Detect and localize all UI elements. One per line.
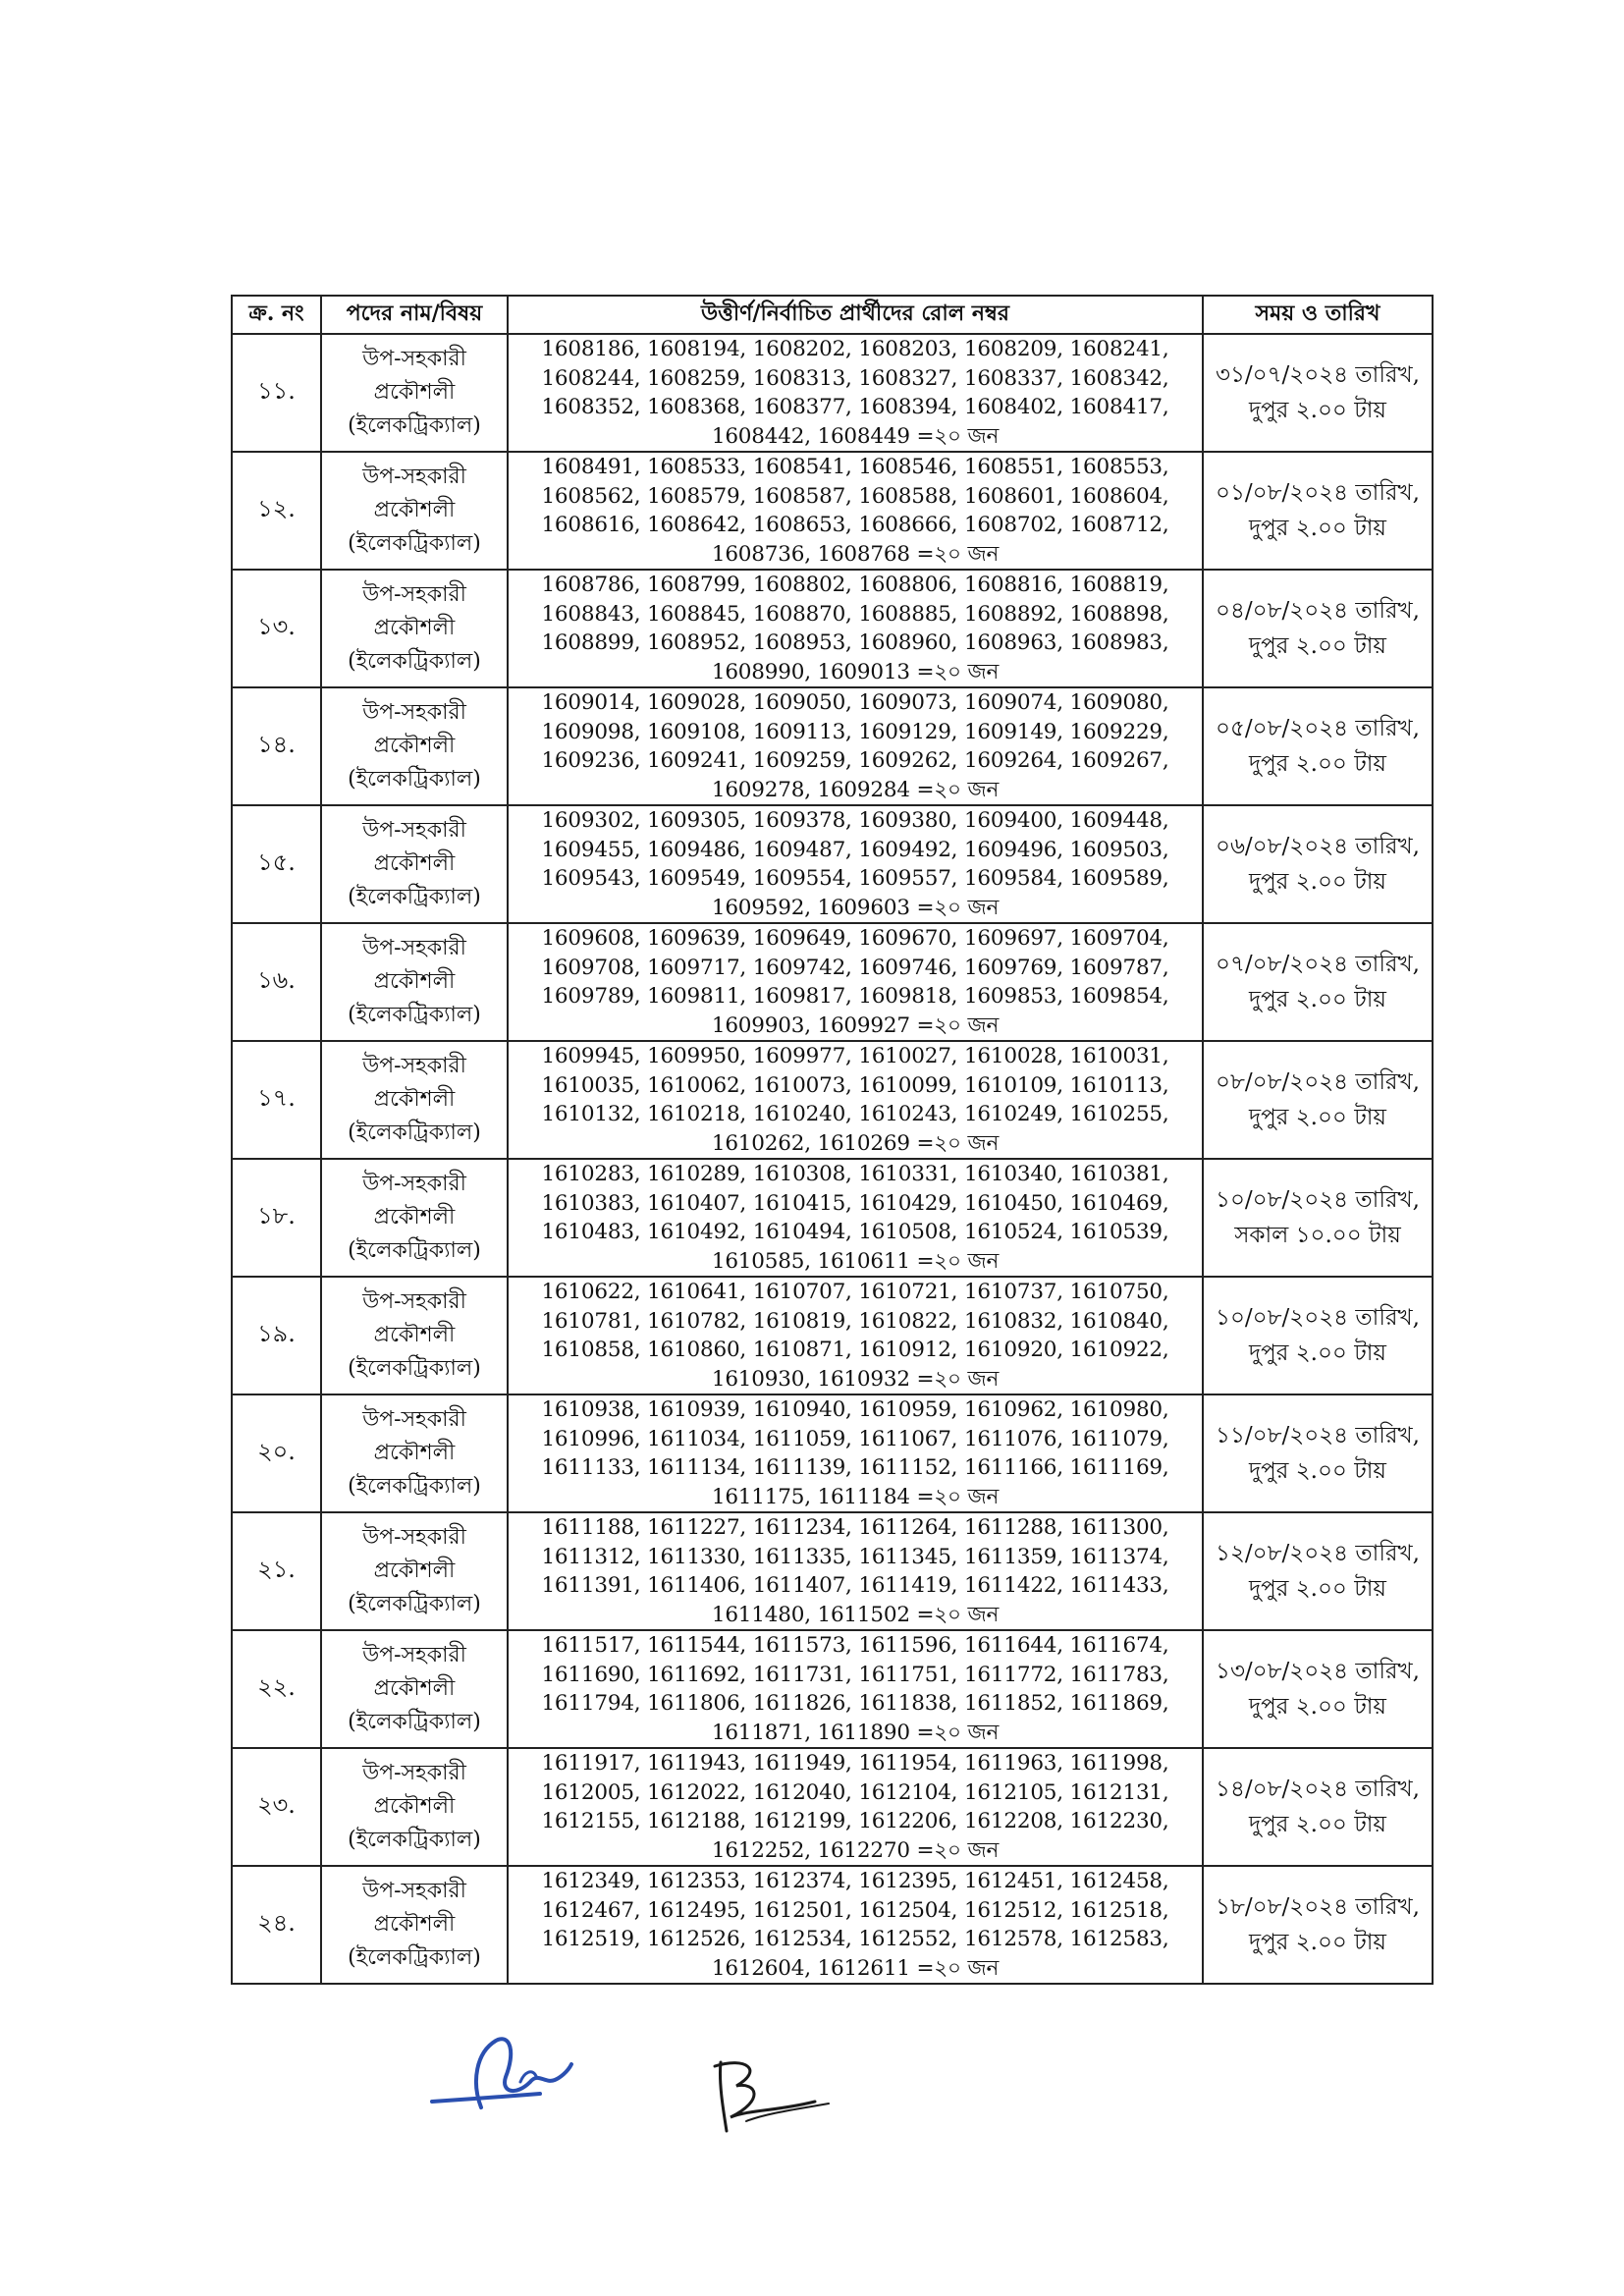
serial-number: ২১. (232, 1512, 321, 1630)
table-header-row (232, 296, 1433, 334)
result-table (231, 295, 1434, 1985)
time-date-line: ৩১/০৭/২০২৪ তারিখ, (1216, 362, 1420, 388)
post-name-line: উপ-সহকারী (362, 936, 466, 960)
roll-numbers-line: 1608736, 1608768 =২০ জন (711, 541, 1000, 567)
roll-numbers (508, 1512, 1203, 1630)
post-name-line: প্রকৌশলী (373, 734, 456, 758)
roll-numbers-line: 1610035, 1610062, 1610073, 1610099, 1610109, 1610113, (541, 1072, 1169, 1098)
time-date (1203, 1512, 1433, 1630)
time-date-line: ০৮/০৮/২০২৪ তারিখ, (1216, 1069, 1420, 1095)
signature-1 (422, 2023, 599, 2131)
time-date (1203, 805, 1433, 923)
post-name-line: প্রকৌশলী (373, 498, 456, 522)
time-date-line: দুপুর ২.০০ টায় (1249, 1576, 1386, 1602)
time-date-line: ১১/০৮/২০২৪ তারিখ, (1216, 1423, 1420, 1449)
roll-numbers (508, 1866, 1203, 1984)
serial-number: ১৭. (232, 1041, 321, 1159)
roll-numbers-line: 1608616, 1608642, 1608653, 1608666, 1608702, 1608712, (541, 513, 1169, 537)
time-date-line: দুপুর ২.০০ টায় (1249, 1694, 1386, 1720)
post-name-line: প্রকৌশলী (373, 1676, 456, 1701)
roll-numbers-line: 1612604, 1612611 =২০ জন (711, 1955, 1000, 1981)
roll-numbers-line: 1610483, 1610492, 1610494, 1610508, 1610524, 1610539, (541, 1220, 1169, 1244)
roll-numbers-line: 1608352, 1608368, 1608377, 1608394, 1608402, 1608417, (541, 395, 1169, 419)
header-time-date: সময় ও তারিখ (1203, 296, 1433, 334)
post-name-line: (ইলেকট্রিক্যাল) (348, 1356, 481, 1381)
table-row (232, 334, 1433, 452)
post-name-line: উপ-সহকারী (362, 700, 466, 725)
roll-numbers-line: 1610781, 1610782, 1610819, 1610822, 1610832, 1610840, (541, 1308, 1169, 1334)
roll-numbers-line: 1610938, 1610939, 1610940, 1610959, 1610962, 1610980, (541, 1397, 1169, 1422)
post-name (321, 570, 508, 687)
roll-numbers-line: 1609945, 1609950, 1609977, 1610027, 1610028, 1610031, (541, 1044, 1169, 1068)
roll-numbers (508, 452, 1203, 570)
post-name-line: (ইলেকট্রিক্যাল) (348, 767, 481, 792)
post-name (321, 687, 508, 805)
roll-numbers-line: 1609608, 1609639, 1609649, 1609670, 1609697, 1609704, (541, 926, 1169, 951)
time-date-line: দুপুর ২.০০ টায় (1249, 751, 1386, 777)
roll-numbers-line: 1609592, 1609603 =২০ জন (711, 895, 1000, 920)
roll-numbers (508, 1394, 1203, 1512)
roll-numbers-line: 1611917, 1611943, 1611949, 1611954, 1611963, 1611998, (541, 1751, 1169, 1776)
time-date-line: ১০/০৮/২০২৪ তারিখ, (1216, 1305, 1420, 1331)
post-name (321, 334, 508, 452)
roll-numbers (508, 805, 1203, 923)
post-name (321, 1394, 508, 1512)
post-name-line: প্রকৌশলী (373, 851, 456, 876)
roll-numbers-line: 1610622, 1610641, 1610707, 1610721, 1610737, 1610750, (541, 1280, 1169, 1304)
post-name-line: উপ-সহকারী (362, 1879, 466, 1903)
roll-numbers-line: 1609903, 1609927 =২০ জন (711, 1012, 1000, 1038)
table-row (232, 923, 1433, 1041)
serial-number: ১৯. (232, 1277, 321, 1394)
time-date-line: ১৮/০৮/২০২৪ তারিখ, (1216, 1894, 1420, 1920)
time-date (1203, 1630, 1433, 1748)
roll-numbers-line: 1611871, 1611890 =২০ জন (711, 1720, 1000, 1745)
roll-numbers-line: 1609278, 1609284 =২০ জন (711, 777, 1000, 802)
post-name-line: প্রকৌশলী (373, 969, 456, 994)
roll-numbers-line: 1611517, 1611544, 1611573, 1611596, 1611644, 1611674, (541, 1633, 1169, 1658)
roll-numbers-line: 1612005, 1612022, 1612040, 1612104, 1612105, 1612131, (541, 1779, 1169, 1805)
roll-numbers (508, 1041, 1203, 1159)
table-row (232, 805, 1433, 923)
roll-numbers-line: 1608899, 1608952, 1608953, 1608960, 1608963, 1608983, (541, 630, 1169, 655)
time-date (1203, 687, 1433, 805)
time-date-line: দুপুর ২.০০ টায় (1249, 987, 1386, 1012)
post-name-line: উপ-সহকারী (362, 465, 466, 489)
post-name-line: প্রকৌশলী (373, 616, 456, 640)
post-name-line: (ইলেকট্রিক্যাল) (348, 1238, 481, 1263)
post-name-line: (ইলেকট্রিক্যাল) (348, 885, 481, 909)
time-date (1203, 570, 1433, 687)
table-row (232, 1277, 1433, 1394)
roll-numbers-line: 1611794, 1611806, 1611826, 1611838, 1611852, 1611869, (541, 1691, 1169, 1716)
post-name-line: (ইলেকট্রিক্যাল) (348, 413, 481, 438)
roll-numbers (508, 334, 1203, 452)
post-name (321, 1277, 508, 1394)
table-row (232, 687, 1433, 805)
roll-numbers (508, 570, 1203, 687)
roll-numbers-line: 1610383, 1610407, 1610415, 1610429, 1610450, 1610469, (541, 1190, 1169, 1216)
roll-numbers-line: 1609708, 1609717, 1609742, 1609746, 1609769, 1609787, (541, 955, 1169, 980)
time-date (1203, 1277, 1433, 1394)
header-roll-numbers: উত্তীর্ণ/নির্বাচিত প্রার্থীদের রোল নম্বর (508, 296, 1203, 334)
time-date-line: দুপুর ২.০০ টায় (1249, 516, 1386, 541)
roll-numbers-line: 1608562, 1608579, 1608587, 1608588, 1608601, 1608604, (541, 483, 1169, 509)
time-date (1203, 334, 1433, 452)
time-date-line: ১৩/০৮/২০২৪ তারিখ, (1216, 1659, 1420, 1684)
roll-numbers-line: 1610262, 1610269 =২০ জন (711, 1130, 1000, 1156)
roll-numbers (508, 1277, 1203, 1394)
post-name-line: প্রকৌশলী (373, 1558, 456, 1583)
time-date (1203, 1041, 1433, 1159)
post-name-line: উপ-সহকারী (362, 1407, 466, 1432)
header-post: পদের নাম/বিষয় (321, 296, 508, 334)
roll-numbers-line: 1612252, 1612270 =২০ জন (711, 1837, 1000, 1863)
time-date-line: দুপুর ২.০০ টায় (1249, 1458, 1386, 1484)
roll-numbers-line: 1608843, 1608845, 1608870, 1608885, 1608892, 1608898, (541, 601, 1169, 627)
time-date (1203, 1748, 1433, 1866)
time-date-line: দুপুর ২.০০ টায় (1249, 1930, 1386, 1955)
time-date-line: ০৬/০৮/২০২৪ তারিখ, (1216, 834, 1420, 859)
post-name-line: প্রকৌশলী (373, 1205, 456, 1230)
table-row (232, 1630, 1433, 1748)
post-name (321, 1041, 508, 1159)
roll-numbers-line: 1609455, 1609486, 1609487, 1609492, 1609496, 1609503, (541, 837, 1169, 862)
time-date (1203, 1866, 1433, 1984)
post-name-line: উপ-সহকারী (362, 1643, 466, 1667)
time-date-line: ০৫/০৮/২০২৪ তারিখ, (1216, 716, 1420, 741)
roll-numbers-line: 1609098, 1609108, 1609113, 1609129, 1609149, 1609229, (541, 719, 1169, 744)
roll-numbers-line: 1608442, 1608449 =২০ জন (711, 423, 1000, 449)
post-name-line: প্রকৌশলী (373, 1087, 456, 1112)
time-date-line: দুপুর ২.০০ টায় (1249, 633, 1386, 659)
post-name-line: (ইলেকট্রিক্যাল) (348, 1003, 481, 1027)
table-row (232, 1394, 1433, 1512)
serial-number: ২৪. (232, 1866, 321, 1984)
roll-numbers-line: 1611312, 1611330, 1611335, 1611345, 1611359, 1611374, (541, 1544, 1169, 1569)
time-date-line: ১৪/০৮/২০২৪ তারিখ, (1216, 1777, 1420, 1802)
serial-number: ২২. (232, 1630, 321, 1748)
serial-number: ১৩. (232, 570, 321, 687)
roll-numbers-line: 1611690, 1611692, 1611731, 1611751, 1611772, 1611783, (541, 1662, 1169, 1687)
table-row (232, 1748, 1433, 1866)
post-name (321, 923, 508, 1041)
serial-number: ১১. (232, 334, 321, 452)
table-row (232, 1159, 1433, 1277)
post-name-line: (ইলেকট্রিক্যাল) (348, 649, 481, 674)
roll-numbers-line: 1610858, 1610860, 1610871, 1610912, 1610920, 1610922, (541, 1338, 1169, 1362)
time-date (1203, 1159, 1433, 1277)
roll-numbers-line: 1610132, 1610218, 1610240, 1610243, 1610249, 1610255, (541, 1102, 1169, 1126)
roll-numbers-line: 1608244, 1608259, 1608313, 1608327, 1608337, 1608342, (541, 365, 1169, 391)
roll-numbers (508, 1159, 1203, 1277)
roll-numbers-line: 1612519, 1612526, 1612534, 1612552, 1612578, 1612583, (541, 1927, 1169, 1951)
time-date-line: দুপুর ২.০০ টায় (1249, 1340, 1386, 1366)
post-name (321, 1512, 508, 1630)
roll-numbers-line: 1611188, 1611227, 1611234, 1611264, 1611288, 1611300, (541, 1515, 1169, 1540)
time-date-line: দুপুর ২.০০ টায় (1249, 869, 1386, 895)
table-row (232, 570, 1433, 687)
roll-numbers (508, 1748, 1203, 1866)
post-name-line: উপ-সহকারী (362, 1525, 466, 1550)
post-name-line: প্রকৌশলী (373, 1323, 456, 1347)
post-name-line: (ইলেকট্রিক্যাল) (348, 1828, 481, 1852)
serial-number: ২৩. (232, 1748, 321, 1866)
post-name (321, 1866, 508, 1984)
roll-numbers-line: 1609014, 1609028, 1609050, 1609073, 1609074, 1609080, (541, 690, 1169, 715)
roll-numbers-line: 1609302, 1609305, 1609378, 1609380, 1609400, 1609448, (541, 808, 1169, 833)
time-date-line: সকাল ১০.০০ টায় (1234, 1223, 1401, 1248)
post-name-line: (ইলেকট্রিক্যাল) (348, 531, 481, 556)
serial-number: ১৬. (232, 923, 321, 1041)
post-name-line: উপ-সহকারী (362, 1172, 466, 1196)
roll-numbers-line: 1611391, 1611406, 1611407, 1611419, 1611422, 1611433, (541, 1573, 1169, 1598)
time-date-line: ০১/০৮/২০২৪ তারিখ, (1216, 480, 1420, 506)
serial-number: ১৪. (232, 687, 321, 805)
signature-2 (707, 2052, 835, 2141)
serial-number: ১২. (232, 452, 321, 570)
post-name-line: (ইলেকট্রিক্যাল) (348, 1945, 481, 1970)
table-row (232, 452, 1433, 570)
serial-number: ১৫. (232, 805, 321, 923)
post-name-line: উপ-সহকারী (362, 582, 466, 607)
roll-numbers-line: 1609543, 1609549, 1609554, 1609557, 1609584, 1609589, (541, 866, 1169, 891)
roll-numbers-line: 1610585, 1610611 =২০ জন (711, 1248, 1000, 1274)
roll-numbers-line: 1612349, 1612353, 1612374, 1612395, 1612451, 1612458, (541, 1869, 1169, 1893)
roll-numbers (508, 923, 1203, 1041)
post-name-line: (ইলেকট্রিক্যাল) (348, 1710, 481, 1734)
roll-numbers-line: 1610996, 1611034, 1611059, 1611067, 1611076, 1611079, (541, 1426, 1169, 1451)
post-name-line: প্রকৌশলী (373, 1441, 456, 1465)
post-name-line: প্রকৌশলী (373, 1794, 456, 1819)
post-name (321, 805, 508, 923)
table-row (232, 1866, 1433, 1984)
roll-numbers-line: 1611480, 1611502 =২০ জন (711, 1602, 1000, 1627)
post-name (321, 1630, 508, 1748)
post-name-line: প্রকৌশলী (373, 380, 456, 405)
roll-numbers-line: 1609236, 1609241, 1609259, 1609262, 1609264, 1609267, (541, 748, 1169, 773)
post-name-line: উপ-সহকারী (362, 1289, 466, 1314)
time-date-line: দুপুর ২.০০ টায় (1249, 1105, 1386, 1130)
post-name-line: (ইলেকট্রিক্যাল) (348, 1474, 481, 1499)
roll-numbers-line: 1610930, 1610932 =২০ জন (711, 1366, 1000, 1392)
post-name (321, 1748, 508, 1866)
time-date (1203, 452, 1433, 570)
time-date-line: ০৭/০৮/২০২৪ তারিখ, (1216, 952, 1420, 977)
roll-numbers-line: 1612155, 1612188, 1612199, 1612206, 1612208, 1612230, (541, 1809, 1169, 1833)
roll-numbers-line: 1611133, 1611134, 1611139, 1611152, 1611166, 1611169, (541, 1455, 1169, 1480)
roll-numbers-line: 1608786, 1608799, 1608802, 1608806, 1608816, 1608819, (541, 573, 1169, 597)
header-serial: ক্র. নং (232, 296, 321, 334)
roll-numbers-line: 1608186, 1608194, 1608202, 1608203, 1608209, 1608241, (541, 337, 1169, 361)
post-name (321, 1159, 508, 1277)
time-date (1203, 1394, 1433, 1512)
roll-numbers-line: 1608990, 1609013 =২০ জন (711, 659, 1000, 684)
roll-numbers-line: 1609789, 1609811, 1609817, 1609818, 1609853, 1609854, (541, 984, 1169, 1009)
post-name (321, 452, 508, 570)
serial-number: ২০. (232, 1394, 321, 1512)
post-name-line: প্রকৌশলী (373, 1912, 456, 1937)
roll-numbers-line: 1608491, 1608533, 1608541, 1608546, 1608551, 1608553, (541, 455, 1169, 479)
time-date (1203, 923, 1433, 1041)
time-date-line: ০৪/০৮/২০২৪ তারিখ, (1216, 598, 1420, 624)
roll-numbers (508, 687, 1203, 805)
table-row (232, 1512, 1433, 1630)
post-name-line: (ইলেকট্রিক্যাল) (348, 1121, 481, 1145)
time-date-line: ১০/০৮/২০২৪ তারিখ, (1216, 1187, 1420, 1213)
post-name-line: উপ-সহকারী (362, 347, 466, 371)
time-date-line: ১২/০৮/২০২৪ তারিখ, (1216, 1541, 1420, 1566)
roll-numbers-line: 1612467, 1612495, 1612501, 1612504, 1612512, 1612518, (541, 1897, 1169, 1923)
time-date-line: দুপুর ২.০০ টায় (1249, 1812, 1386, 1837)
post-name-line: উপ-সহকারী (362, 1054, 466, 1078)
post-name-line: (ইলেকট্রিক্যাল) (348, 1592, 481, 1616)
time-date-line: দুপুর ২.০০ টায় (1249, 398, 1386, 423)
table-row (232, 1041, 1433, 1159)
roll-numbers-line: 1611175, 1611184 =২০ জন (711, 1484, 1000, 1509)
post-name-line: উপ-সহকারী (362, 1761, 466, 1785)
serial-number: ১৮. (232, 1159, 321, 1277)
roll-numbers-line: 1610283, 1610289, 1610308, 1610331, 1610340, 1610381, (541, 1162, 1169, 1186)
post-name-line: উপ-সহকারী (362, 818, 466, 843)
roll-numbers (508, 1630, 1203, 1748)
